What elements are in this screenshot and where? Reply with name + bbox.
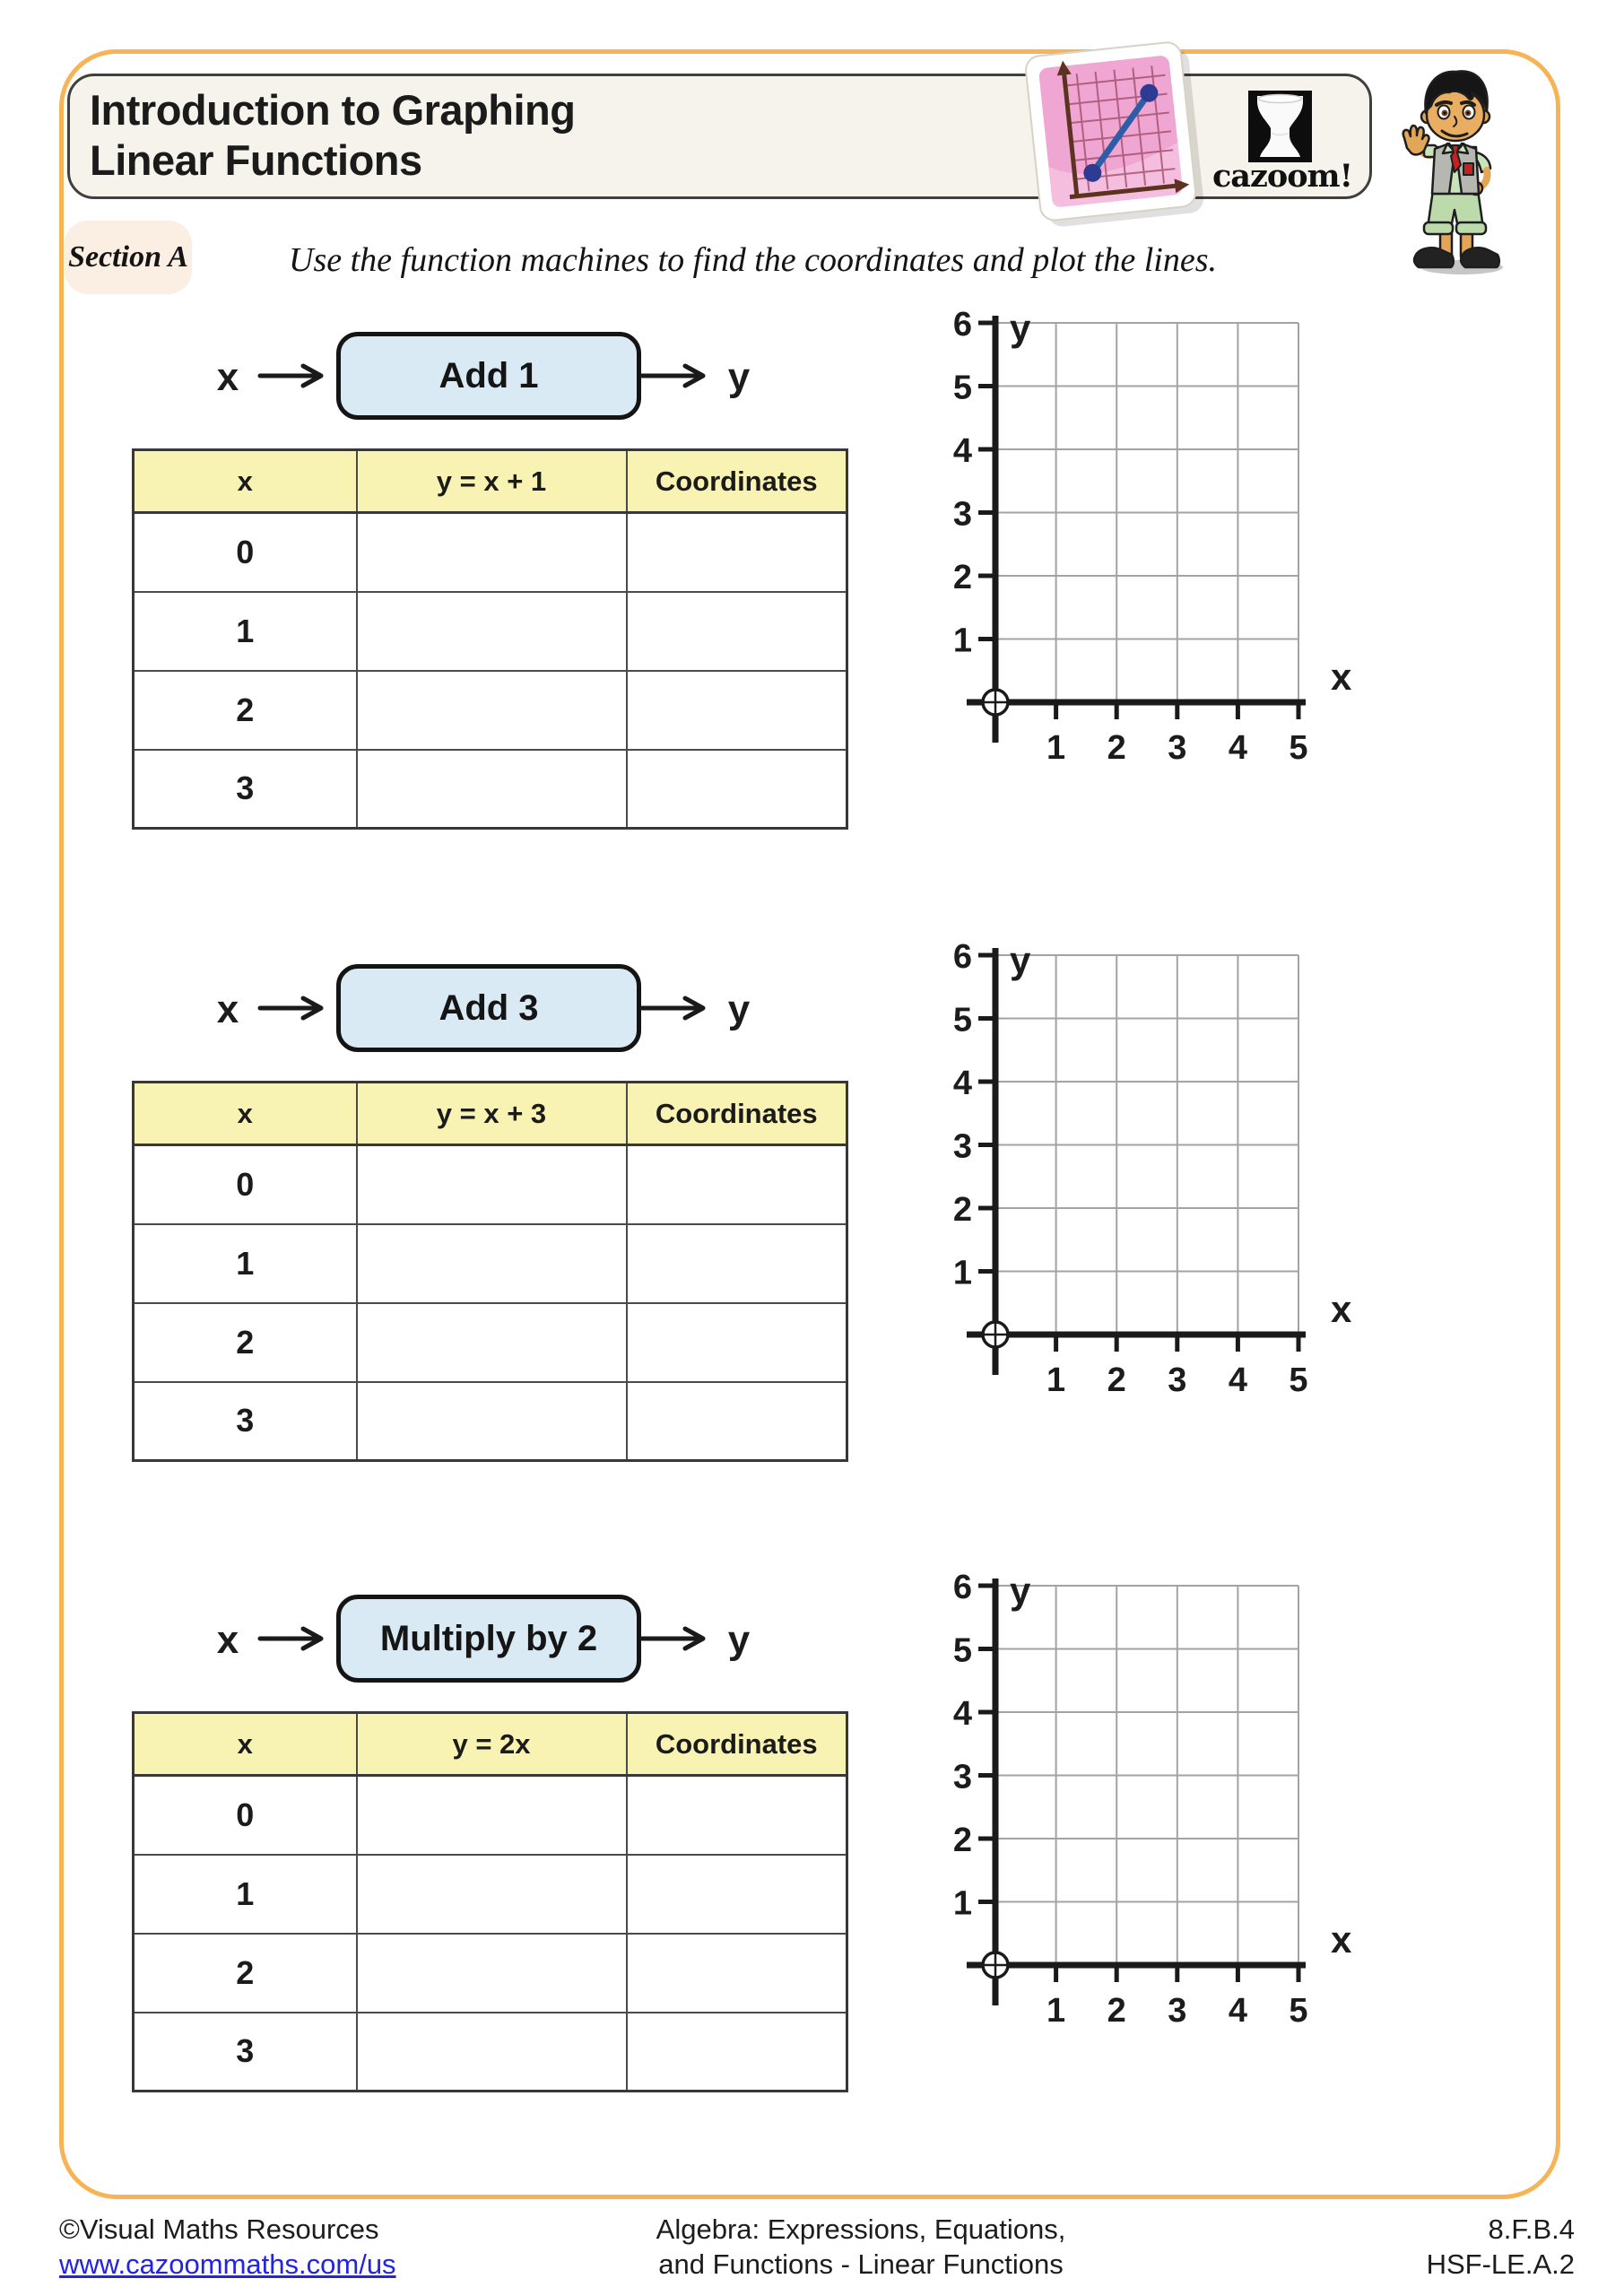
svg-text:5: 5 [1289,1992,1308,2030]
x-value-cell: 3 [134,2013,357,2092]
x-value-cell: 0 [134,1776,357,1855]
svg-text:y: y [1010,943,1031,981]
answer-cell [357,2013,627,2092]
answer-cell [627,1776,847,1855]
table-row [134,750,847,829]
copyright-text: ©Visual Maths Resources [59,2213,379,2245]
svg-text:2: 2 [1107,1992,1126,2030]
machine-input-label: x [216,1618,239,1662]
machine-output-label: y [727,1618,751,1662]
x-value-cell: 3 [134,1382,357,1461]
table-row [134,1303,847,1382]
answer-cell [627,1145,847,1224]
svg-text:5: 5 [952,1631,972,1670]
arrow-right-icon [256,995,335,1022]
svg-text:x: x [1331,1918,1352,1961]
svg-text:x: x [1331,656,1352,698]
x-value-cell: 0 [134,513,357,592]
answer-cell [357,1776,627,1855]
exercise-multiply-by-2 [0,1573,1624,2093]
svg-text:5: 5 [952,1001,972,1039]
answer-cell [357,1855,627,1934]
svg-text:5: 5 [1289,1361,1308,1399]
column-header-coordinates: Coordinates [627,1713,847,1776]
answer-cell [357,1934,627,2013]
svg-text:3: 3 [952,1127,972,1166]
svg-text:6: 6 [952,1573,972,1606]
table-row [134,1855,847,1934]
subject-line-1: Algebra: Expressions, Equations, [656,2213,1066,2245]
answer-cell [627,513,847,592]
svg-text:3: 3 [1168,1992,1187,2030]
subject-line-2: and Functions - Linear Functions [658,2248,1064,2280]
column-header-coordinates: Coordinates [627,450,847,513]
svg-text:y: y [1010,1573,1031,1612]
svg-text:1: 1 [952,622,972,660]
footer-subject [502,2212,1220,2282]
answer-cell [357,1145,627,1224]
x-value-cell: 1 [134,1855,357,1934]
table-header-row [134,1083,847,1145]
svg-text:2: 2 [952,1822,972,1859]
answer-cell [627,750,847,829]
footer-credits [59,2212,396,2282]
function-machine: Add 3 [336,964,641,1052]
table-header-row [134,1713,847,1776]
answer-cell [357,750,627,829]
svg-text:1: 1 [1046,1361,1066,1399]
function-machine: Add 1 [336,332,641,420]
svg-text:2: 2 [1107,1361,1126,1399]
column-header-x: x [134,1713,357,1776]
answer-cell [357,1303,627,1382]
x-value-cell: 1 [134,1224,357,1303]
website-link[interactable]: www.cazoommaths.com/us [59,2248,396,2280]
svg-text:4: 4 [952,1695,972,1733]
answer-cell [627,1855,847,1934]
answer-cell [627,1224,847,1303]
x-value-cell: 0 [134,1145,357,1224]
svg-text:x: x [1331,1288,1352,1330]
answer-cell [627,671,847,750]
column-header-rule: y = x + 3 [357,1083,627,1145]
section-instruction: Use the function machines to find the coordinates and plot the lines. [289,241,1217,279]
exercise-add-1 [0,310,1624,831]
svg-text:1: 1 [1046,729,1066,767]
svg-text:1: 1 [1046,1992,1066,2030]
cazoom-drum-icon [1248,91,1312,162]
answer-cell [627,1303,847,1382]
coordinate-grid [933,943,1381,1445]
column-header-x: x [134,1083,357,1145]
x-value-cell: 3 [134,750,357,829]
x-value-cell: 2 [134,1303,357,1382]
answer-cell [627,1934,847,2013]
svg-text:1: 1 [952,1254,972,1292]
column-header-rule: y = 2x [357,1713,627,1776]
svg-text:2: 2 [1107,729,1126,767]
machine-input-label: x [216,355,239,399]
answer-cell [627,1382,847,1461]
answer-cell [357,592,627,671]
svg-text:5: 5 [1289,729,1308,767]
machine-input-label: x [216,987,239,1031]
table-row [134,1382,847,1461]
svg-text:6: 6 [952,310,972,344]
standard-code-1: 8.F.B.4 [1488,2213,1575,2245]
table-row [134,513,847,592]
svg-text:3: 3 [1168,729,1187,767]
svg-text:4: 4 [1228,1992,1247,2030]
graph-card-icon [1020,37,1209,233]
exercise-add-3 [0,943,1624,1463]
page-title: Introduction to Graphing Linear Functions [90,86,576,184]
svg-text:4: 4 [952,1065,972,1102]
function-machine: Multiply by 2 [336,1595,641,1683]
machine-output-label: y [727,355,751,399]
brand-name: cazoom! [1212,158,1352,195]
svg-text:4: 4 [1228,1361,1247,1399]
table-row [134,671,847,750]
table-row [134,2013,847,2092]
table-row [134,1145,847,1224]
answer-cell [357,1224,627,1303]
table-header-row [134,450,847,513]
svg-text:4: 4 [1228,729,1247,767]
svg-text:y: y [1010,310,1031,349]
table-row [134,1224,847,1303]
arrow-right-icon [638,362,717,389]
svg-text:3: 3 [952,495,972,534]
svg-text:4: 4 [952,432,972,470]
table-row [134,1934,847,2013]
x-value-cell: 2 [134,671,357,750]
footer-standards [1306,2212,1575,2282]
arrow-right-icon [256,362,335,389]
table-row [134,1776,847,1855]
table-row [134,592,847,671]
function-table [132,1711,848,2092]
answer-cell [627,592,847,671]
svg-text:2: 2 [952,559,972,596]
svg-text:3: 3 [1168,1361,1187,1399]
coordinate-grid [933,1573,1381,2075]
boy-character-illustration [1392,63,1517,278]
x-value-cell: 1 [134,592,357,671]
svg-text:5: 5 [952,369,972,407]
answer-cell [357,513,627,592]
answer-cell [627,2013,847,2092]
function-table [132,1081,848,1462]
function-table [132,448,848,830]
svg-text:6: 6 [952,943,972,976]
column-header-rule: y = x + 1 [357,450,627,513]
svg-text:1: 1 [952,1884,972,1923]
section-label: Section A [65,221,192,294]
svg-text:2: 2 [952,1191,972,1229]
arrow-right-icon [638,1625,717,1652]
machine-output-label: y [727,987,751,1031]
arrow-right-icon [638,995,717,1022]
x-value-cell: 2 [134,1934,357,2013]
answer-cell [357,1382,627,1461]
coordinate-grid [933,310,1381,813]
column-header-x: x [134,450,357,513]
answer-cell [357,671,627,750]
column-header-coordinates: Coordinates [627,1083,847,1145]
svg-text:3: 3 [952,1758,972,1796]
arrow-right-icon [256,1625,335,1652]
standard-code-2: HSF-LE.A.2 [1426,2248,1575,2280]
